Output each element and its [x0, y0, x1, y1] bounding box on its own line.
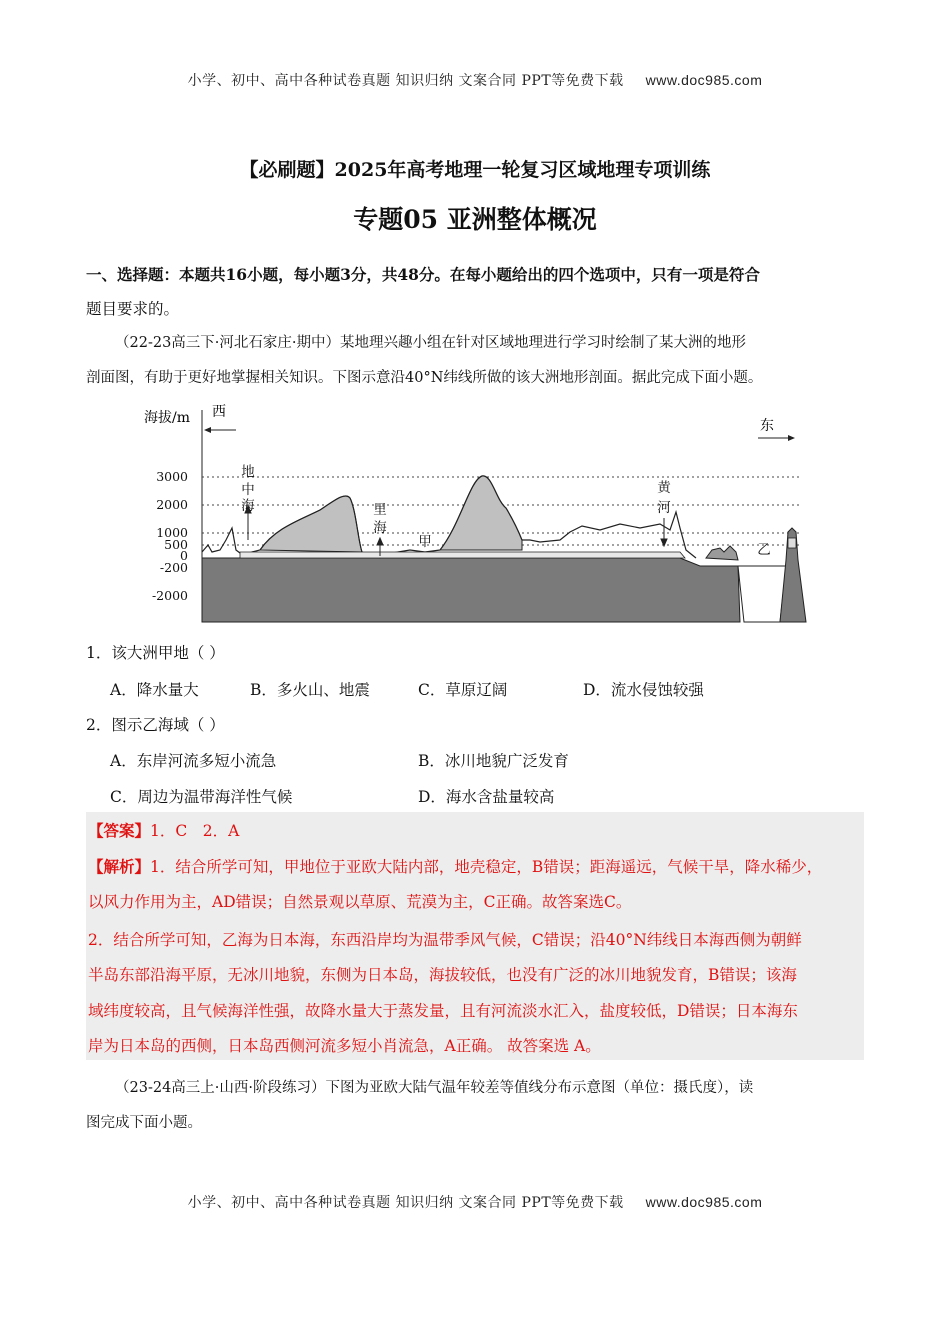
q2-option-d[interactable]: D．海水含盐量较高: [418, 788, 555, 806]
label-caspian-1: 里: [373, 502, 387, 518]
answer-text: 1．C 2．A: [150, 822, 240, 840]
question-intro-2: [86, 1071, 866, 1141]
page-footer: [0, 1192, 950, 1212]
intro1-line-1: （22-23高三下·河北石家庄·期中）某地理兴趣小组在针对区域地理进行学习时绘制了某大洲的地形: [115, 335, 747, 351]
analysis-line-5: 域纬度较高，且气候海洋性强，故降水量大于蒸发量，且有河流淡水汇入，盐度较低，D错误；日本海东: [88, 1002, 798, 1020]
answer-line: [88, 819, 878, 841]
y-tick-minus2000: -2000: [151, 588, 188, 603]
y-tick-1000: 1000: [156, 525, 188, 540]
terrain-profile-figure: [140, 400, 820, 630]
east-hills: [706, 546, 738, 560]
y-tick-minus200: -200: [159, 560, 188, 575]
section-line-1: 一、选择题：本题共16小题，每小题3分，共48分。在每小题给出的四个选项中，只有一项是符合: [86, 265, 760, 284]
y-tick-500: 500: [164, 537, 188, 552]
page-header: [0, 70, 950, 90]
intro2-line-2: 图完成下面小题。: [86, 1115, 202, 1131]
section-instructions: [86, 257, 866, 327]
analysis-line-3: 2．结合所学可知，乙海为日本海，东西沿岸均为温带季风气候，C错误；沿40°N纬线日本海西侧为朝鲜: [88, 931, 802, 949]
question-2-stem: 2．图示乙海域（ ）: [86, 716, 225, 734]
header-site-link[interactable]: www.doc985.com: [645, 72, 763, 88]
y-tick-2000: 2000: [156, 497, 188, 512]
west-arrow-head: [204, 427, 211, 433]
label-mediterranean-2: 中: [241, 482, 255, 498]
analysis-label: 【解析】: [88, 857, 151, 876]
y-tick-3000: 3000: [156, 469, 188, 484]
label-caspian-2: 海: [373, 520, 387, 536]
highland-west: [260, 496, 362, 552]
footer-text: 小学、初中、高中各种试卷真题 知识归纳 文案合同 PPT等免费下载: [187, 1195, 624, 1211]
q1-option-b[interactable]: B．多火山、地震: [250, 681, 370, 699]
label-jia: 甲: [418, 534, 432, 550]
analysis-line-1: [88, 855, 878, 877]
intro1-line-2: 剖面图，有助于更好地掌握相关知识。下图示意沿40°N纬线所做的该大洲地形剖面。据此完成下面小题。: [86, 370, 763, 386]
answer-label: 【答案】: [88, 821, 151, 840]
west-label: 西: [212, 404, 226, 420]
q1-option-a[interactable]: A．降水量大: [110, 681, 199, 699]
intro2-line-1: （23-24高三上·山西·阶段练习）下图为亚欧大陆气温年较差等值线分布示意图（单位：摄氏度），读: [115, 1080, 754, 1096]
q1-option-d[interactable]: D．流水侵蚀较强: [583, 681, 704, 699]
highland-central: [440, 476, 522, 550]
footer-site-link[interactable]: www.doc985.com: [645, 1194, 763, 1210]
analysis-line-4: 半岛东部沿海平原，无冰川地貌，东侧为日本岛，海拔较低，也没有广泛的冰川地貌发育，B错误；该海: [88, 966, 797, 984]
japan-island-top: [788, 538, 796, 548]
crust-base: [202, 558, 740, 622]
analysis-line-2: 以风力作用为主，AD错误；自然景观以草原、荒漠为主，C正确。故答案选C。: [88, 893, 632, 911]
label-yellow-river-2: 河: [657, 500, 671, 516]
y-tick-0: 0: [180, 548, 188, 563]
label-mediterranean-3: 海: [241, 498, 255, 514]
analysis-text-1: 1．结合所学可知，甲地位于亚欧大陆内部，地壳稳定，B错误；距海遥远，气候干旱，降水稀少，: [150, 858, 823, 876]
question-intro-1: [86, 326, 866, 396]
east-label: 东: [760, 418, 774, 434]
sea-gap: [738, 566, 786, 622]
q2-option-a[interactable]: A．东岸河流多短小流急: [110, 752, 277, 770]
document-subtitle: 专题05 亚洲整体概况: [353, 205, 597, 234]
q2-option-c[interactable]: C．周边为温带海洋性气候: [110, 788, 293, 806]
document-title: 【必刷题】2025年高考地理一轮复习区域地理专项训练: [239, 159, 711, 181]
section-line-2: 题目要求的。: [86, 300, 180, 318]
q1-option-c[interactable]: C．草原辽阔: [418, 681, 508, 699]
label-yi: 乙: [757, 542, 771, 558]
label-yellow-river-1: 黄: [657, 480, 671, 496]
label-mediterranean-1: 地: [241, 464, 255, 480]
question-1-stem: 1．该大洲甲地（ ）: [86, 644, 225, 662]
q2-option-b[interactable]: B．冰川地貌广泛发育: [418, 752, 569, 770]
east-arrow-head: [788, 435, 795, 441]
y-axis-label: 海拔/m: [144, 410, 190, 426]
analysis-line-6: 岸为日本岛的西侧，日本岛西侧河流多短小肖流急，A正确。 故答案选 A。: [88, 1037, 601, 1055]
plain-strip: [240, 552, 685, 558]
header-text: 小学、初中、高中各种试卷真题 知识归纳 文案合同 PPT等免费下载: [187, 73, 624, 89]
